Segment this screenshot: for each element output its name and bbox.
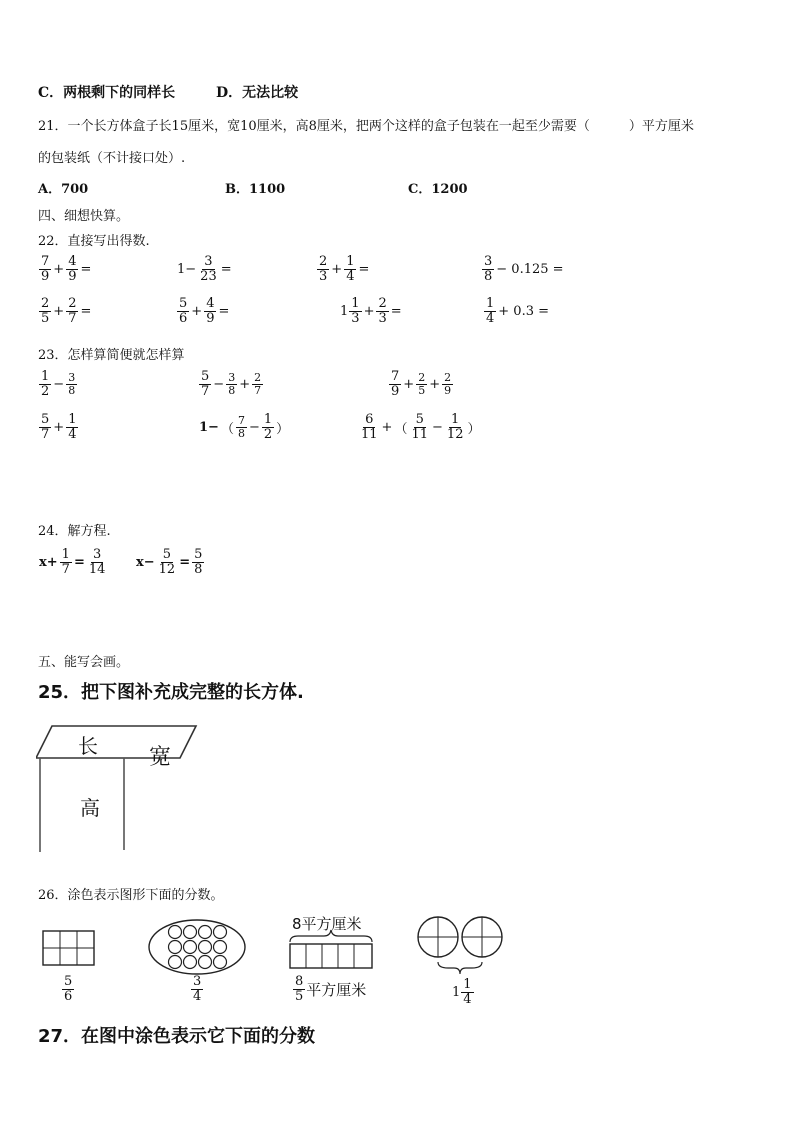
q21-option-a: A．700	[38, 182, 89, 197]
q22-expr-3: $\frac{2}{3}$ + $\frac{1}{4}$ =	[319, 254, 370, 284]
q27-title: 27．在图中涂色表示它下面的分数	[38, 1026, 316, 1047]
two-circles[interactable]	[416, 916, 508, 978]
q24-title: 24．解方程.	[38, 524, 111, 539]
q23-expr-2: $\frac{5}{7}$ − $\frac{3}{8}$ + $\frac{2}{7}$	[201, 369, 262, 399]
strip-rectangle[interactable]	[288, 928, 374, 972]
q22-expr-2: 1− $\frac{3}{23}$ =	[177, 254, 232, 284]
q23-expr-5: 1− （ $\frac{7}{8}$ − $\frac{1}{2}$ ）	[199, 412, 290, 442]
q23-expr-3: $\frac{7}{9}$ + $\frac{2}{5}$ + $\frac{2}{9}$	[391, 369, 452, 399]
small-circle[interactable]	[214, 926, 227, 939]
section-4-heading: 四、细想快算。	[38, 209, 130, 224]
bottom-brace	[438, 962, 482, 974]
small-circle[interactable]	[199, 926, 212, 939]
q22-title: 22．直接写出得数.	[38, 234, 150, 249]
q23-title: 23．怎样算简便就怎样算	[38, 348, 185, 363]
small-circle[interactable]	[199, 956, 212, 969]
small-circle[interactable]	[184, 941, 197, 954]
small-circle[interactable]	[169, 956, 182, 969]
top-face	[36, 726, 196, 758]
q23-expr-4: $\frac{5}{7}$ + $\frac{1}{4}$	[41, 412, 77, 442]
q21-option-c: C．1200	[408, 182, 468, 197]
q25-title: 25．把下图补充成完整的长方体.	[38, 682, 304, 703]
top-brace	[290, 930, 372, 942]
frac-5-6: $\frac{5}{6}$	[64, 974, 73, 1004]
width-label: 宽	[149, 745, 172, 770]
small-circle[interactable]	[214, 941, 227, 954]
frac-3-4: $\frac{3}{4}$	[193, 974, 202, 1004]
q22-expr-1: $\frac{7}{9}$ + $\frac{4}{9}$ =	[41, 254, 92, 284]
q23-expr-1: $\frac{1}{2}$ − $\frac{3}{8}$	[41, 369, 76, 399]
q21-line2: 的包装纸（不计接口处）.	[38, 151, 186, 166]
grid-rectangle[interactable]	[42, 930, 96, 966]
small-circle[interactable]	[199, 941, 212, 954]
q22-expr-5: $\frac{2}{5}$ + $\frac{2}{7}$ =	[41, 296, 92, 326]
q23-expr-6: $\frac{6}{11}$ + （ $\frac{5}{11}$ − $\frac{1}{12}$ ）	[361, 412, 481, 442]
frac-8-5-unit: $\frac{8}{5}$ 平方厘米	[295, 974, 367, 1004]
section-5-heading: 五、能写会画。	[38, 655, 130, 670]
brace-label: 8平方厘米	[292, 915, 362, 933]
q22-expr-8: $\frac{1}{4}$ + 0.3 =	[486, 296, 550, 326]
small-circle[interactable]	[184, 956, 197, 969]
q22-expr-6: $\frac{5}{6}$ + $\frac{4}{9}$ =	[179, 296, 230, 326]
option-c: C．两根剩下的同样长	[38, 85, 176, 101]
q21-option-b: B．1100	[225, 182, 286, 197]
q24-equation-2: x− $\frac{5}{12}$ = $\frac{5}{8}$	[136, 547, 203, 577]
q22-expr-7: 1 $\frac{1}{3}$ + $\frac{2}{3}$ =	[340, 296, 402, 326]
small-circle[interactable]	[169, 941, 182, 954]
ellipse-circles[interactable]	[147, 918, 247, 976]
height-label: 高	[80, 796, 100, 820]
option-d: D．无法比较	[216, 85, 299, 101]
mixed-1-1-4: 1 $\frac{1}{4}$	[452, 977, 472, 1007]
length-label: 长	[78, 734, 98, 758]
small-circle[interactable]	[184, 926, 197, 939]
q21-line1: 21．一个长方体盒子长15厘米，宽10厘米，高8厘米，把两个这样的盒子包装在一起至少需要（ ）平方厘米	[38, 119, 694, 134]
cuboid-figure	[36, 710, 216, 860]
q22-expr-4: $\frac{3}{8}$ − 0.125 =	[484, 254, 564, 284]
small-circle[interactable]	[214, 956, 227, 969]
small-circle[interactable]	[169, 926, 182, 939]
q26-title: 26．涂色表示图形下面的分数。	[38, 888, 224, 903]
q24-equation-1: x+ $\frac{1}{7}$ = $\frac{3}{14}$	[39, 547, 106, 577]
